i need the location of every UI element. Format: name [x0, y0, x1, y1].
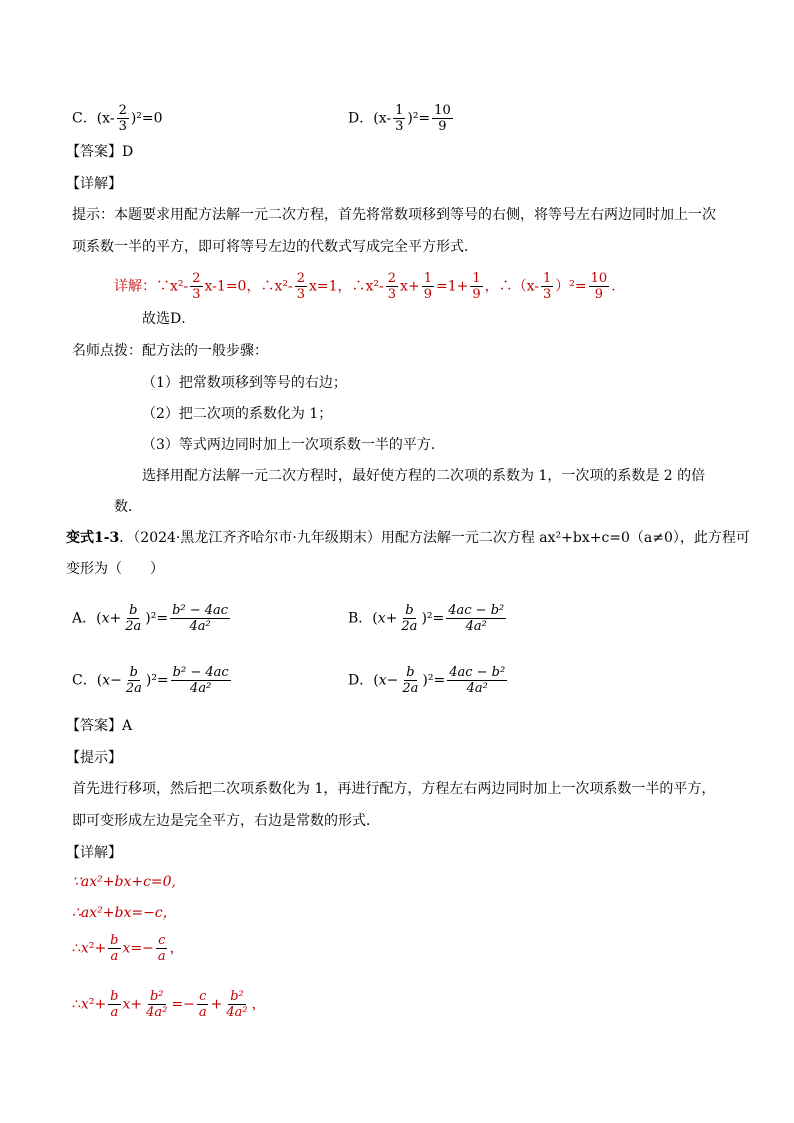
fraction: $\frac{\text{b²}}{\text{4a²}}$ — [146, 989, 168, 1020]
fraction: $\frac{b}{2a}$ — [125, 603, 142, 634]
option-b: B．(x+ $\frac{b}{2a}$ )²= $\frac{\text{4ac − b²}}{\text{4a²}}$ — [348, 603, 505, 634]
fraction: $\frac{10}{9}$ — [434, 103, 451, 134]
option-c-prev: C．(x- $\frac{2}{3}$ )²=0 — [72, 103, 163, 134]
note-line-2: 数． — [114, 499, 142, 515]
fraction: $\frac{\text{4ac − b²}}{\text{4a²}}$ — [448, 603, 505, 634]
option-c: C．(x− $\frac{b}{2a}$ )²= $\frac{\text{b² − 4ac}}{\text{4a²}}$ — [72, 665, 229, 696]
option-d: D．(x− $\frac{b}{2a}$ )²= $\frac{\text{4ac − b²}}{\text{4a²}}$ — [348, 665, 506, 696]
solution-step-3: ∴x²+ $\frac{b}{a}$ x=− $\frac{c}{a}$ ， — [72, 933, 184, 964]
answer-label: 【答案】D — [66, 144, 134, 160]
option-d-prev: D．(x- $\frac{1}{3}$ )²= $\frac{10}{9}$ — [348, 103, 451, 134]
fraction: $\frac{2}{3}$ — [192, 271, 201, 302]
fraction: $\frac{1}{9}$ — [423, 271, 432, 302]
fraction: $\frac{1}{3}$ — [543, 271, 552, 302]
detail-heading: 【详解】 — [66, 176, 122, 192]
fraction: $\frac{\text{b² − 4ac}}{\text{4a²}}$ — [172, 665, 229, 696]
tip-line-1: 首先进行移项，然后把二次项系数化为 1，再进行配方，方程左右两边同时加上一次项系数一半的平方， — [72, 781, 716, 797]
step-1: （1）把常数项移到等号的右边； — [142, 375, 347, 391]
tip-heading-2: 【提示】 — [66, 750, 122, 766]
answer-label-2: 【答案】A — [66, 718, 133, 734]
fraction: $\frac{1}{3}$ — [395, 103, 404, 134]
fraction: $\frac{\text{b²}}{\text{4a²}}$ — [226, 989, 248, 1020]
solution-step-4: ∴x²+ $\frac{b}{a}$ x+ $\frac{\text{b²}}{\text{4a²}}$ =− $\frac{c}{a}$ + $\frac{\text{b²}}{\text{4a²}}$ ， — [72, 989, 266, 1020]
fraction: $\frac{b}{2a}$ — [125, 665, 142, 696]
fraction: $\frac{b}{2a}$ — [401, 603, 418, 634]
fraction: $\frac{c}{a}$ — [198, 989, 207, 1020]
fraction: $\frac{2}{3}$ — [296, 271, 305, 302]
fraction: $\frac{b}{a}$ — [110, 989, 119, 1020]
step-3: （3）等式两边同时加上一次项系数一半的平方． — [142, 437, 445, 453]
fraction: $\frac{b}{a}$ — [110, 933, 119, 964]
choose-line: 故选D． — [142, 311, 196, 327]
tip-heading: 名师点拨：配方法的一般步骤： — [72, 343, 268, 359]
fraction: $\frac{1}{9}$ — [472, 271, 481, 302]
question-title: 变式1-3．（2024·黑龙江齐齐哈尔市·九年级期末）用配方法解一元二次方程 ax²+bx+c=0（a≠0），此方程可 — [66, 530, 750, 546]
option-a: A．(x+ $\frac{b}{2a}$ )²= $\frac{\text{b² − 4ac}}{\text{4a²}}$ — [72, 603, 229, 634]
fraction: $\frac{2}{3}$ — [118, 103, 127, 134]
solution-step-2: ∴ax²+bx=−c， — [72, 905, 177, 921]
detail-heading-2: 【详解】 — [66, 845, 122, 861]
detail-equation: 详解：∵x²- $\frac{2}{3}$ x-1=0，∴x²- $\frac{2}{3}$ x=1，∴x²- $\frac{2}{3}$ x+ $\frac{1}{9}$ =1+ $\frac{1}{9}$ ，∴（x- $\frac{1}{3}$ ）²= $\frac{10}{9}$ ． — [114, 271, 626, 302]
fraction: $\frac{\text{4ac − b²}}{\text{4a²}}$ — [449, 665, 506, 696]
solution-step-1: ∵ax²+bx+c=0, — [72, 874, 177, 890]
fraction: $\frac{b}{2a}$ — [402, 665, 419, 696]
hint-line-2: 项系数一半的平方，即可将等号左边的代数式写成完全平方形式． — [72, 239, 478, 255]
note-line-1: 选择用配方法解一元二次方程时，最好使方程的二次项的系数为 1，一次项的系数是 2 的倍 — [142, 468, 706, 484]
fraction: $\frac{10}{9}$ — [590, 271, 608, 302]
hint-line-1: 提示：本题要求用配方法解一元二次方程，首先将常数项移到等号的右侧，将等号左右两边同时加上一次 — [72, 207, 716, 223]
fraction: $\frac{2}{3}$ — [387, 271, 397, 302]
question-title-2: 变形为（ ） — [66, 561, 164, 577]
fraction: $\frac{c}{a}$ — [157, 933, 166, 964]
step-2: （2）把二次项的系数化为 1； — [142, 406, 333, 422]
fraction: $\frac{\text{b² − 4ac}}{\text{4a²}}$ — [172, 603, 229, 634]
tip-line-2: 即可变形成左边是完全平方，右边是常数的形式． — [72, 813, 380, 829]
